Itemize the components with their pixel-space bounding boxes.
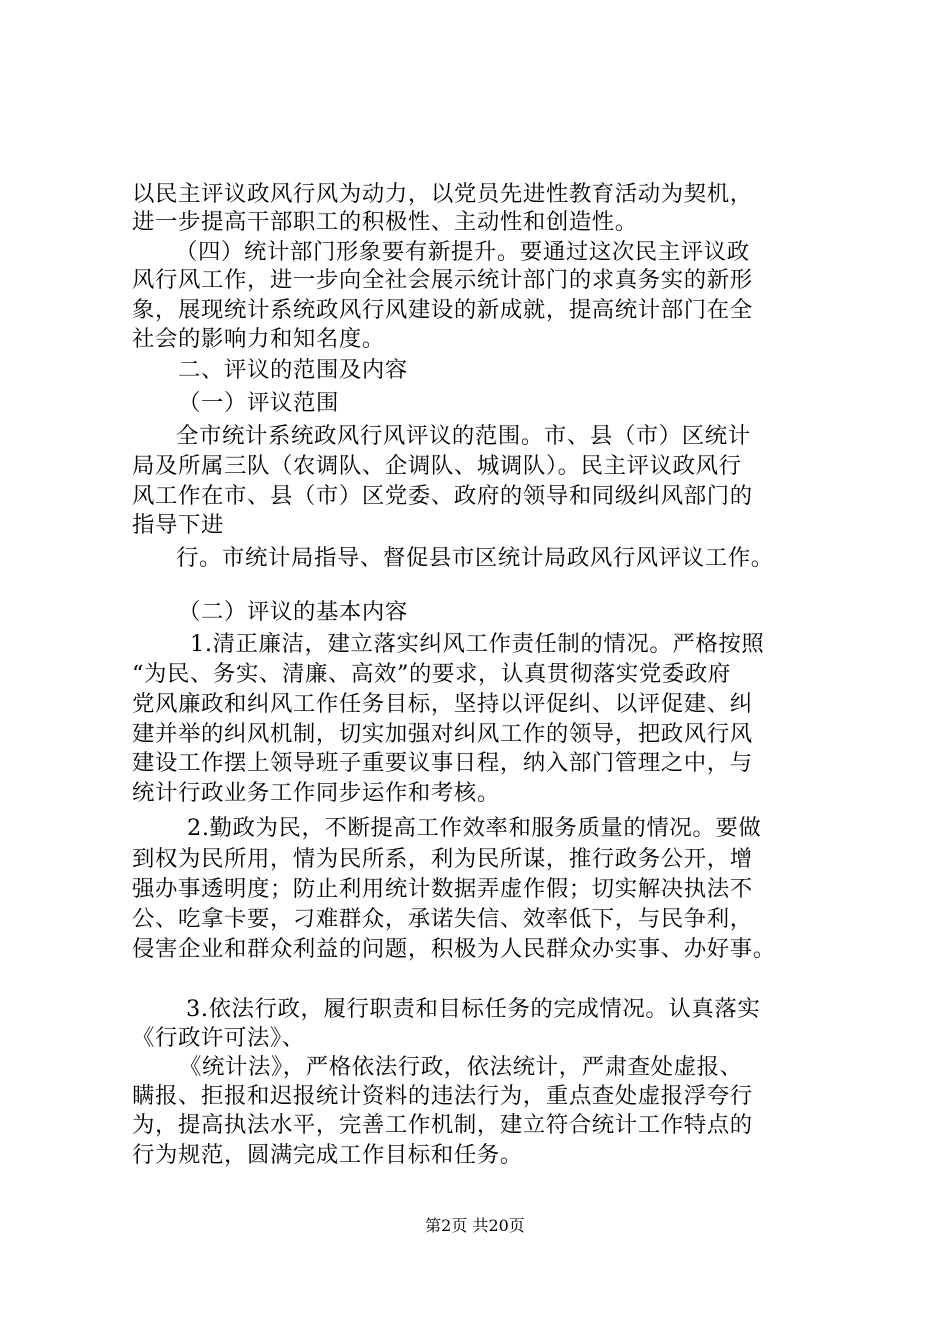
text-line: 公、吃拿卡要，刁难群众，承诺失信、效率低下，与民争利，: [132, 906, 753, 932]
item-one-heading: 1.清正廉洁，建立落实纠风工作责任制的情况。严格按照: [190, 631, 765, 657]
text-line: 局及所属三队（农调队、企调队、城调队）。民主评议政风行: [132, 453, 742, 479]
section-heading: 二、评议的范围及内容: [178, 357, 408, 383]
text-line: 行为规范，圆满完成工作目标和任务。: [132, 1142, 523, 1168]
text-line: 瞒报、拒报和迟报统计资料的违法行为，重点查处虚报浮夸行: [132, 1083, 753, 1109]
text-line: 统计行政业务工作同步运作和考核。: [132, 780, 500, 806]
text-line: 风工作在市、县（市）区党委、政府的领导和同级纠风部门的: [132, 483, 753, 509]
text-line: “为民、务实、清廉、高效”的要求，认真贯彻落实党委政府: [132, 661, 731, 687]
section-four-heading: （四）统计部门形象要有新提升。要通过这次民主评议政: [175, 239, 750, 265]
item-two-heading: 2.勤政为民，不断提高工作效率和服务质量的情况。要做: [187, 815, 762, 841]
text-line: 《行政许可法》、: [132, 1025, 305, 1051]
text-line: 侵害企业和群众利益的问题，积极为人民群众办实事、办好事。: [132, 936, 776, 962]
text-line: 指导下进: [132, 512, 224, 538]
text-line: 《统计法》，严格依法行政，依法统计，严肃查处虚报、: [179, 1054, 743, 1080]
text-line: 行。市统计局指导、督促县市区统计局政风行风评议工作。: [176, 545, 774, 571]
text-line: 强办事透明度；防止利用统计数据弄虚作假；切实解决执法不: [132, 876, 753, 902]
text-line: 象，展现统计系统政风行风建设的新成就，提高统计部门在全: [132, 297, 753, 323]
text-line: 建并举的纠风机制，切实加强对纠风工作的领导，把政风行风: [132, 721, 753, 747]
item-three-heading: 3.依法行政，履行职责和目标任务的完成情况。认真落实: [186, 996, 761, 1022]
text-line: 到权为民所用，情为民所系，利为民所谋，推行政务公开，增: [132, 846, 753, 872]
text-line: 为，提高执法水平，完善工作机制，建立符合统计工作特点的: [132, 1112, 753, 1138]
text-line: 进一步提高干部职工的积极性、主动性和创造性。: [132, 209, 638, 235]
text-line: 风行风工作，进一步向全社会展示统计部门的求真务实的新形: [132, 267, 753, 293]
text-line: 建设工作摆上领导班子重要议事日程，纳入部门管理之中，与: [132, 750, 753, 776]
text-line: 全市统计系统政风行风评议的范围。市、县（市）区统计: [176, 423, 751, 449]
text-line: 党风廉政和纠风工作任务目标，坚持以评促纠、以评促建、纠: [132, 691, 753, 717]
text-line: 社会的影响力和知名度。: [132, 326, 385, 352]
text-line: 以民主评议政风行风为动力，以党员先进性教育活动为契机，: [132, 181, 753, 207]
page-footer: 第2页 共20页: [425, 1216, 525, 1235]
subsection-heading: （一）评议范围: [178, 390, 339, 416]
subsection-heading: （二）评议的基本内容: [178, 599, 408, 625]
